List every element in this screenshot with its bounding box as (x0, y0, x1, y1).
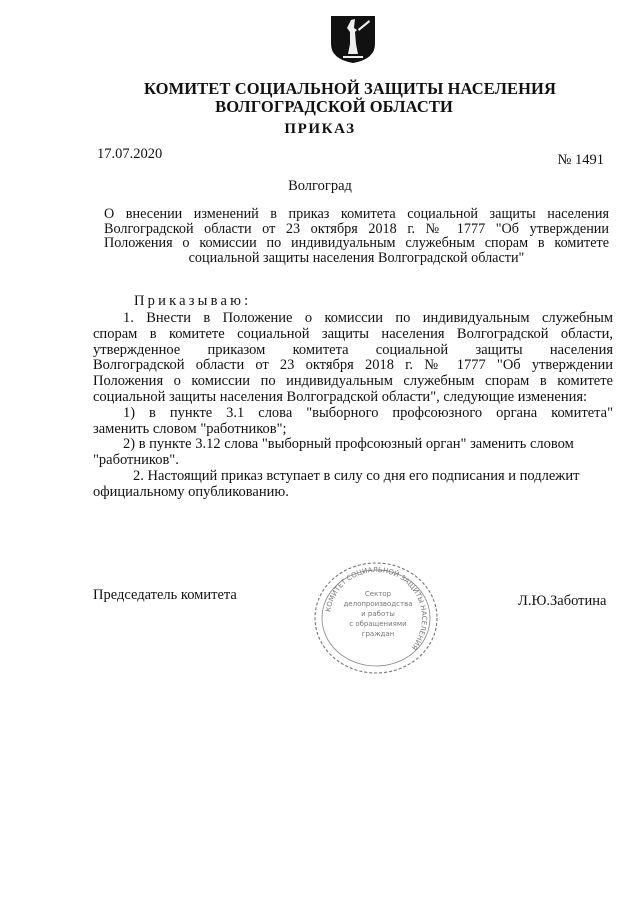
official-stamp (312, 560, 440, 676)
body-line: спорам в комитете социальной защиты населения Волгоградской области, (93, 325, 613, 342)
document-date: 17.07.2020 (97, 146, 163, 162)
organization-name-line-2: ВОЛГОГРАДСКОЙ ОБЛАСТИ (215, 97, 453, 116)
signatory-title: Председатель комитета (93, 587, 237, 603)
document-type: ПРИКАЗ (284, 121, 356, 137)
document-city: Волгоград (288, 178, 352, 194)
body-line: Положения о комиссии по индивидуальным служебным спорам в комитете (93, 373, 613, 390)
subject-line: Положения о комиссии по индивидуальным служебным спорам в комитете (104, 235, 609, 251)
subject-line: О внесении изменений в приказ комитета социальной защиты населения (104, 206, 609, 222)
body-line: утвержденное приказом комитета социальной защиты населения (93, 341, 613, 358)
body-line: "работников". (93, 452, 179, 469)
body-line: Волгоградской области от 23 октября 2018 г. № 1777 "Об утверждении (93, 357, 613, 374)
signatory-name: Л.Ю.Заботина (518, 593, 607, 609)
body-line: 1) в пункте 3.1 слова "выборного профсоюзного органа комитета" (123, 404, 613, 421)
svg-text:КОМИТЕТ СОЦИАЛЬНОЙ ЗАЩИТЫ НАСЕ (324, 566, 428, 651)
stamp-inner-line: с обращениями (349, 620, 407, 628)
document-subject (104, 207, 609, 265)
stamp-inner-line: граждан (361, 630, 395, 638)
body-line: официальному опубликованию. (93, 483, 289, 500)
stamp-inner-line: Сектор (364, 590, 392, 598)
volgograd-coat-of-arms-icon (329, 14, 377, 64)
subject-line: социальной защиты населения Волгоградской области" (188, 249, 525, 266)
subject-line: Волгоградской области от 23 октября 2018 г. № 1777 "Об утверждении (104, 220, 609, 237)
body-line: 1. Внести в Положение о комиссии по индивидуальным служебным (123, 310, 613, 326)
organization-name-line-1: КОМИТЕТ СОЦИАЛЬНОЙ ЗАЩИТЫ НАСЕЛЕНИЯ (143, 79, 557, 98)
stamp-ring-text: КОМИТЕТ СОЦИАЛЬНОЙ ЗАЩИТЫ НАСЕЛЕНИЯ (324, 565, 429, 652)
body-line: 2) в пункте 3.12 слова "выборный профсоюзный орган" заменить словом (123, 436, 574, 453)
stamp-inner-line: и работы (361, 610, 395, 618)
order-word: Приказываю: (134, 293, 252, 309)
body-line: заменить словом "работников"; (93, 420, 287, 437)
document-number: № 1491 (557, 152, 604, 168)
body-line: социальной защиты населения Волгоградской области", следующие изменения: (93, 388, 588, 405)
body-line: 2. Настоящий приказ вступает в силу со дня его подписания и подлежит (133, 467, 580, 484)
document-body (93, 311, 613, 501)
stamp-inner-line: делопроизводства (343, 600, 413, 608)
